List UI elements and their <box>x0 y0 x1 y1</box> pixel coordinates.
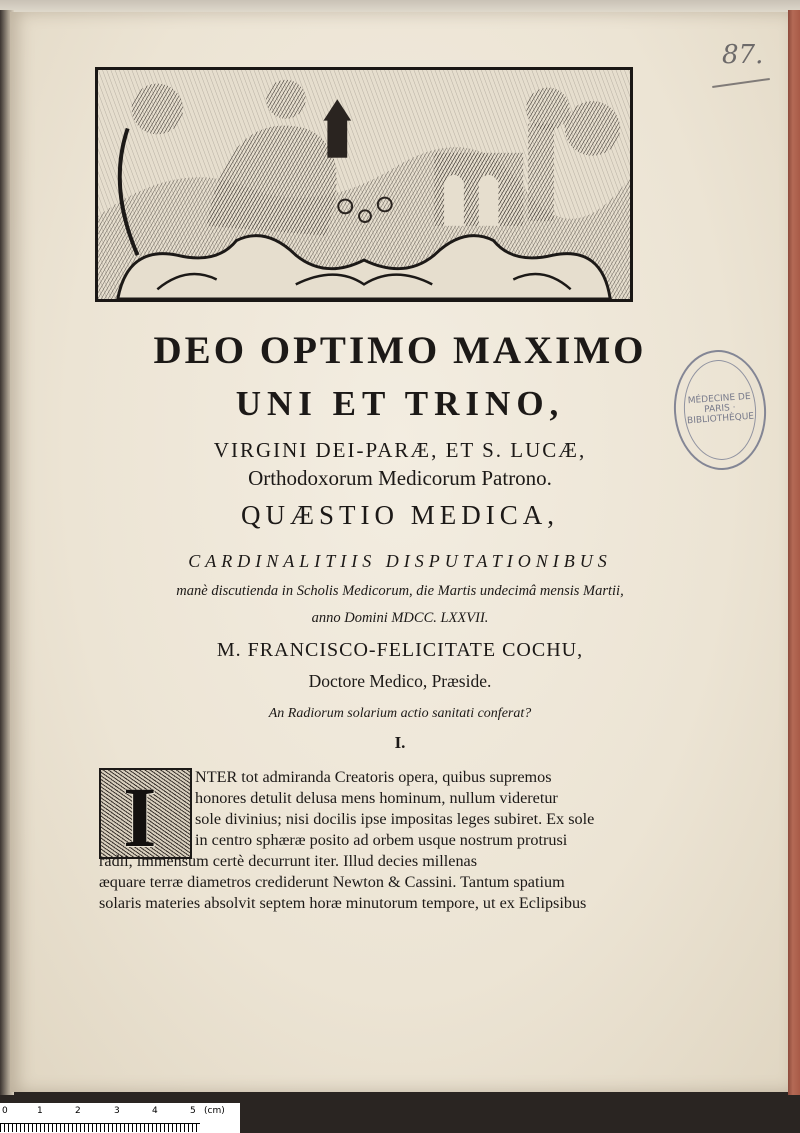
paragraph-line: solaris materies absolvit septem horæ minutorum tempore, ut ex Eclipsibus <box>99 894 587 912</box>
ruler-scale <box>0 1123 200 1132</box>
praeses-title: Doctore Medico, Præside. <box>308 671 492 691</box>
date-line-2: anno Domini MDCC. LXXVII. <box>311 610 489 626</box>
ruler-number: 5 <box>190 1106 196 1116</box>
question-title: An Radiorum solarium actio sanitati conferat? <box>268 706 532 721</box>
dropcap-initial <box>99 768 192 859</box>
praeses-name: M. FRANCISCO-FELICITATE COCHU, <box>216 639 584 661</box>
dedication-line-1: DEO OPTIMO MAXIMO <box>153 329 647 372</box>
bleed-through <box>310 312 313 324</box>
dedication-line-3: VIRGINI DEI-PARÆ, ET S. LUCÆ, <box>213 438 587 462</box>
scale-ruler <box>0 1103 240 1133</box>
folio-number: 87. <box>722 40 764 70</box>
quaestio-heading: QUÆSTIO MEDICA, <box>241 500 559 530</box>
paragraph-line: sole divinius; nisi docilis ipse impositas leges subiret. Ex sole <box>195 810 595 828</box>
date-line-1: manè discutienda in Scholis Medicorum, die Martis undecimâ mensis Martii, <box>176 583 624 599</box>
ruler-number: 4 <box>152 1106 158 1116</box>
headpiece-engraving <box>95 67 633 302</box>
ruler-number: 3 <box>114 1106 120 1116</box>
ruler-number: 1 <box>37 1106 43 1116</box>
ruler-number: 0 <box>2 1106 8 1116</box>
paragraph-line: NTER tot admiranda Creatoris opera, quibus supremos <box>195 768 552 786</box>
dedication-line-4: Orthodoxorum Medicorum Patrono. <box>248 466 552 490</box>
ruler-unit: (cm) <box>204 1106 225 1116</box>
paragraph-line: æquare terræ diametros crediderunt Newton & Cassini. Tantum spatium <box>99 873 565 891</box>
section-number: I. <box>394 733 406 752</box>
body-paragraph <box>99 767 615 912</box>
ruler-number: 2 <box>75 1106 81 1116</box>
paragraph-line: in centro sphæræ posito ad orbem usque nostrum protrusi <box>195 831 568 849</box>
dropcap-letter: I <box>123 769 157 859</box>
disputation-heading: CARDINALITIIS DISPUTATIONIBUS <box>188 551 612 571</box>
dedication-line-2: UNI ET TRINO, <box>235 384 565 423</box>
stamp-text: MÉDECINE DE PARIS · BIBLIOTHÈQUE <box>686 392 755 427</box>
paragraph-line: honores detulit delusa mens hominum, nullum videretur <box>195 789 558 807</box>
paragraph-line: radii, immensum certè decurrunt iter. Illud decies millenas <box>99 852 478 870</box>
